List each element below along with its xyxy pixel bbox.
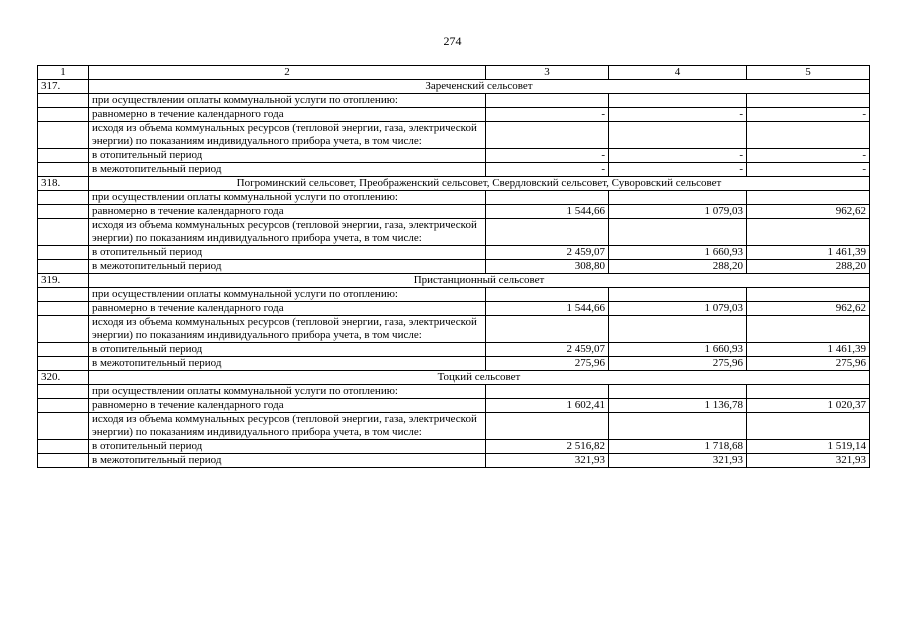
row-label: равномерно в течение календарного года bbox=[89, 399, 486, 413]
row-index-cell bbox=[38, 288, 89, 302]
row-label: в межотопительный период bbox=[89, 454, 486, 468]
value-col3 bbox=[486, 94, 609, 108]
value-col5: 288,20 bbox=[747, 260, 870, 274]
value-col5: - bbox=[747, 108, 870, 122]
column-header-row bbox=[38, 66, 870, 80]
table-row bbox=[38, 149, 870, 163]
row-index-cell bbox=[38, 316, 89, 343]
section-title: Пристанционный сельсовет bbox=[89, 274, 870, 288]
value-col5: 1 020,37 bbox=[747, 399, 870, 413]
table-row bbox=[38, 108, 870, 122]
value-col4 bbox=[609, 385, 747, 399]
row-index-cell bbox=[38, 413, 89, 440]
row-label: в отопительный период bbox=[89, 246, 486, 260]
row-index-cell bbox=[38, 440, 89, 454]
value-col4: 1 718,68 bbox=[609, 440, 747, 454]
value-col4: - bbox=[609, 149, 747, 163]
row-index-cell bbox=[38, 454, 89, 468]
value-col4: 288,20 bbox=[609, 260, 747, 274]
row-label: равномерно в течение календарного года bbox=[89, 205, 486, 219]
value-col3 bbox=[486, 219, 609, 246]
row-index-cell bbox=[38, 260, 89, 274]
row-label: в межотопительный период bbox=[89, 260, 486, 274]
value-col5: 1 519,14 bbox=[747, 440, 870, 454]
table-row bbox=[38, 246, 870, 260]
value-col5: 962,62 bbox=[747, 205, 870, 219]
value-col5: 1 461,39 bbox=[747, 343, 870, 357]
value-col3: - bbox=[486, 108, 609, 122]
row-label: в межотопительный период bbox=[89, 357, 486, 371]
value-col4: 1 660,93 bbox=[609, 246, 747, 260]
value-col5 bbox=[747, 413, 870, 440]
row-index-cell bbox=[38, 246, 89, 260]
row-label: при осуществлении оплаты коммунальной услуги по отоплению: bbox=[89, 94, 486, 108]
page-number: 274 bbox=[443, 34, 462, 48]
value-col4 bbox=[609, 122, 747, 149]
value-col5 bbox=[747, 122, 870, 149]
row-index-cell bbox=[38, 302, 89, 316]
column-header: 5 bbox=[747, 66, 870, 80]
row-index-cell bbox=[38, 343, 89, 357]
value-col5 bbox=[747, 219, 870, 246]
value-col3: - bbox=[486, 149, 609, 163]
section-index: 320. bbox=[38, 371, 89, 385]
row-label: в отопительный период bbox=[89, 440, 486, 454]
section-title: Погроминский сельсовет, Преображенский сельсовет, Свердловский сельсовет, Суворовский сельсовет bbox=[89, 177, 870, 191]
row-index-cell bbox=[38, 163, 89, 177]
value-col5: - bbox=[747, 163, 870, 177]
value-col5: 962,62 bbox=[747, 302, 870, 316]
value-col4: - bbox=[609, 108, 747, 122]
row-label: равномерно в течение календарного года bbox=[89, 302, 486, 316]
table-row bbox=[38, 316, 870, 343]
section-index: 319. bbox=[38, 274, 89, 288]
row-index-cell bbox=[38, 399, 89, 413]
row-index-cell bbox=[38, 122, 89, 149]
column-header: 1 bbox=[38, 66, 89, 80]
row-index-cell bbox=[38, 191, 89, 205]
column-header: 4 bbox=[609, 66, 747, 80]
value-col5: 275,96 bbox=[747, 357, 870, 371]
value-col4: 1 079,03 bbox=[609, 302, 747, 316]
value-col4: 275,96 bbox=[609, 357, 747, 371]
value-col5 bbox=[747, 316, 870, 343]
value-col5 bbox=[747, 94, 870, 108]
row-index-cell bbox=[38, 385, 89, 399]
value-col3: - bbox=[486, 163, 609, 177]
table-row bbox=[38, 357, 870, 371]
table-body bbox=[38, 66, 870, 468]
value-col4: 1 660,93 bbox=[609, 343, 747, 357]
value-col4: 1 136,78 bbox=[609, 399, 747, 413]
table-row bbox=[38, 260, 870, 274]
value-col4 bbox=[609, 94, 747, 108]
column-header: 3 bbox=[486, 66, 609, 80]
section-title-row bbox=[38, 371, 870, 385]
section-index: 317. bbox=[38, 80, 89, 94]
value-col3 bbox=[486, 316, 609, 343]
table-row bbox=[38, 94, 870, 108]
table-row bbox=[38, 399, 870, 413]
value-col5 bbox=[747, 385, 870, 399]
value-col3: 321,93 bbox=[486, 454, 609, 468]
row-index-cell bbox=[38, 108, 89, 122]
value-col5: - bbox=[747, 149, 870, 163]
value-col5 bbox=[747, 288, 870, 302]
table-row bbox=[38, 302, 870, 316]
section-title: Зареченский сельсовет bbox=[89, 80, 870, 94]
table-row bbox=[38, 440, 870, 454]
row-index-cell bbox=[38, 94, 89, 108]
value-col3: 308,80 bbox=[486, 260, 609, 274]
value-col3 bbox=[486, 191, 609, 205]
table-row bbox=[38, 413, 870, 440]
row-index-cell bbox=[38, 149, 89, 163]
value-col4: 321,93 bbox=[609, 454, 747, 468]
row-label: при осуществлении оплаты коммунальной услуги по отоплению: bbox=[89, 191, 486, 205]
value-col4 bbox=[609, 191, 747, 205]
value-col3: 1 602,41 bbox=[486, 399, 609, 413]
value-col4 bbox=[609, 219, 747, 246]
table-row bbox=[38, 191, 870, 205]
table-row bbox=[38, 454, 870, 468]
value-col3 bbox=[486, 385, 609, 399]
table-row bbox=[38, 288, 870, 302]
section-title-row bbox=[38, 177, 870, 191]
row-index-cell bbox=[38, 205, 89, 219]
value-col3: 2 459,07 bbox=[486, 246, 609, 260]
value-col4: 1 079,03 bbox=[609, 205, 747, 219]
table-row bbox=[38, 343, 870, 357]
value-col3 bbox=[486, 122, 609, 149]
value-col3: 1 544,66 bbox=[486, 205, 609, 219]
table-row bbox=[38, 219, 870, 246]
section-index: 318. bbox=[38, 177, 89, 191]
tariff-table bbox=[37, 65, 870, 468]
table-row bbox=[38, 163, 870, 177]
value-col3: 2 459,07 bbox=[486, 343, 609, 357]
value-col5 bbox=[747, 191, 870, 205]
value-col3: 1 544,66 bbox=[486, 302, 609, 316]
row-label: исходя из объема коммунальных ресурсов (тепловой энергии, газа, электрической энергии) по показаниям индивидуального прибора учета, в том числе: bbox=[89, 316, 486, 343]
table-row bbox=[38, 385, 870, 399]
value-col3: 2 516,82 bbox=[486, 440, 609, 454]
table-row bbox=[38, 122, 870, 149]
row-label: исходя из объема коммунальных ресурсов (тепловой энергии, газа, электрической энергии) по показаниям индивидуального прибора учета, в том числе: bbox=[89, 219, 486, 246]
value-col3: 275,96 bbox=[486, 357, 609, 371]
row-label: в межотопительный период bbox=[89, 163, 486, 177]
value-col4 bbox=[609, 288, 747, 302]
row-label: равномерно в течение календарного года bbox=[89, 108, 486, 122]
row-index-cell bbox=[38, 357, 89, 371]
row-index-cell bbox=[38, 219, 89, 246]
section-title: Тоцкий сельсовет bbox=[89, 371, 870, 385]
row-label: исходя из объема коммунальных ресурсов (тепловой энергии, газа, электрической энергии) по показаниям индивидуального прибора учета, в том числе: bbox=[89, 413, 486, 440]
section-title-row bbox=[38, 274, 870, 288]
row-label: в отопительный период bbox=[89, 343, 486, 357]
row-label: в отопительный период bbox=[89, 149, 486, 163]
value-col4 bbox=[609, 316, 747, 343]
value-col4: - bbox=[609, 163, 747, 177]
column-header: 2 bbox=[89, 66, 486, 80]
value-col5: 321,93 bbox=[747, 454, 870, 468]
row-label: при осуществлении оплаты коммунальной услуги по отоплению: bbox=[89, 385, 486, 399]
value-col4 bbox=[609, 413, 747, 440]
value-col3 bbox=[486, 288, 609, 302]
section-title-row bbox=[38, 80, 870, 94]
row-label: исходя из объема коммунальных ресурсов (тепловой энергии, газа, электрической энергии) по показаниям индивидуального прибора учета, в том числе: bbox=[89, 122, 486, 149]
value-col3 bbox=[486, 413, 609, 440]
value-col5: 1 461,39 bbox=[747, 246, 870, 260]
row-label: при осуществлении оплаты коммунальной услуги по отоплению: bbox=[89, 288, 486, 302]
table-row bbox=[38, 205, 870, 219]
